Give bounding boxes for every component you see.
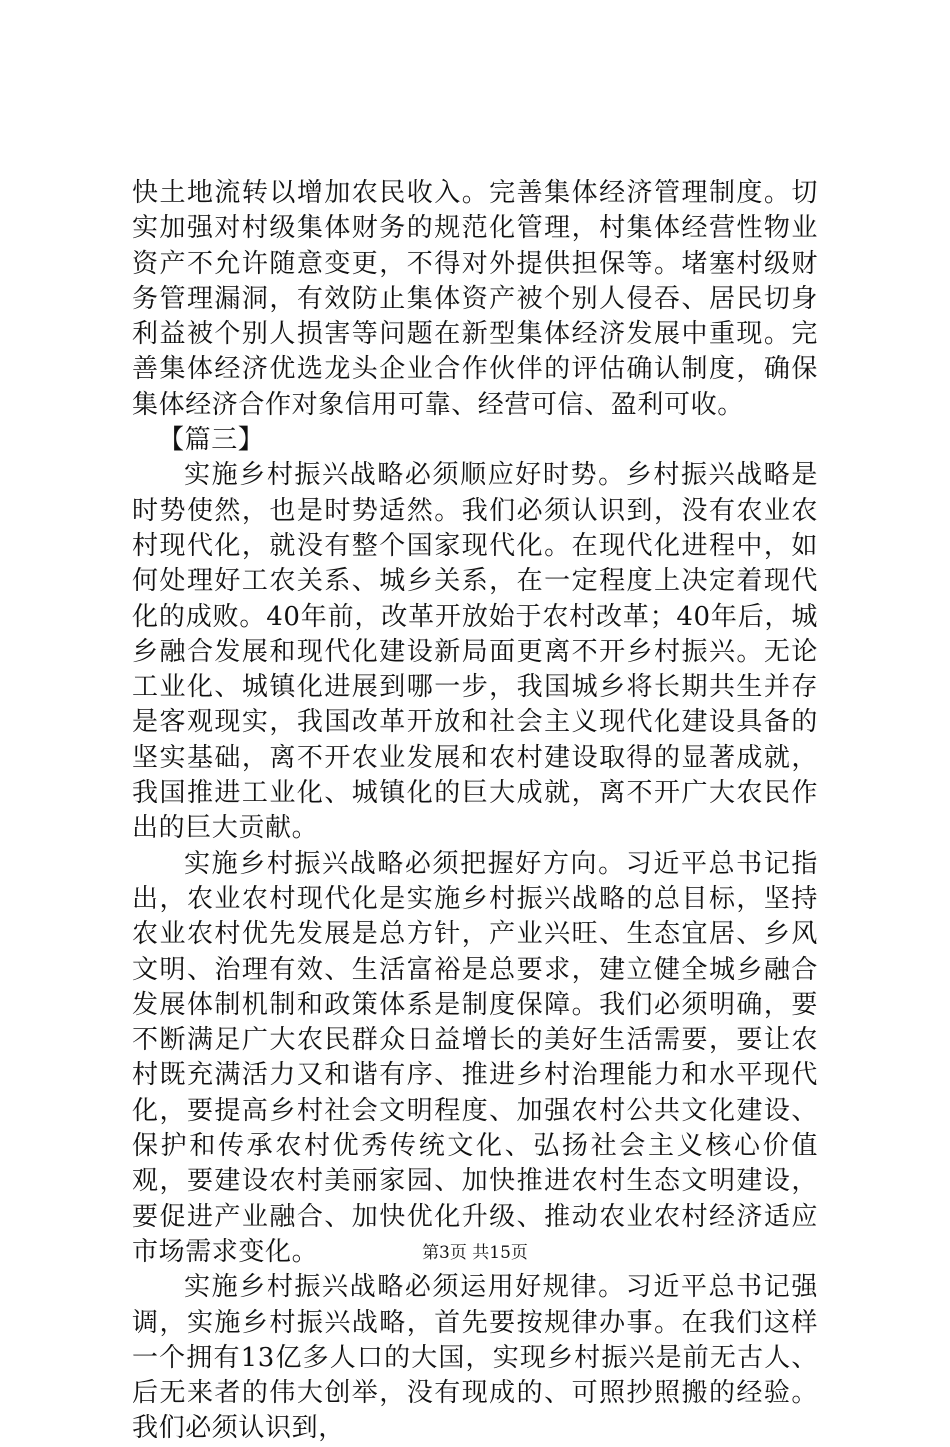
section-heading: 【篇三】 bbox=[158, 425, 265, 456]
paragraph-3: 实施乡村振兴战略必须运用好规律。习近平总书记强调，实施乡村振兴战略，首先要按规律办事。在我们这样一个拥有13亿多人口的大国，实现乡村振兴是前无古人、后无来者的伟大创举，没有现成的、可照抄照搬的经验。我们必须认识到， bbox=[132, 1272, 818, 1444]
paragraph-2: 实施乡村振兴战略必须把握好方向。习近平总书记指出，农业农村现代化是实施乡村振兴战略的总目标，坚持农业农村优先发展是总方针，产业兴旺、生态宜居、乡风文明、治理有效、生活富裕是总要求，建立健全城乡融合发展体制机制和政策体系是制度保障。我们必须明确，要不断满足广大农民群众日益增长的美好生活需要，要让农村既充满活力又和谐有序、推进乡村治理能力和水平现代化，要提高乡村社会文明程度、加强农村公共文化建设、保护和传承农村优秀传统文化、弘扬社会主义核心价值观，要建设农村美丽家园、加快推进农村生态文明建设，要促进产业融合、加快优化升级、推动农业农村经济适应市场需求变化。 bbox=[132, 848, 818, 1267]
paragraph-continued: 快土地流转以增加农民收入。完善集体经济管理制度。切实加强对村级集体财务的规范化管理，村集体经营性物业资产不允许随意变更，不得对外提供担保等。堵塞村级财务管理漏洞，有效防止集体资产被个别人侵吞、居民切身利益被个别人损害等问题在新型集体经济发展中重现。完善集体经济优选龙头企业合作伙伴的评估确认制度，确保集体经济合作对象信用可靠、经营可信、盈利可收。 bbox=[132, 178, 818, 420]
page-footer: 第3页 共15页 bbox=[422, 1243, 528, 1263]
paragraph-1: 实施乡村振兴战略必须顺应好时势。乡村振兴战略是时势使然，也是时势适然。我们必须认识到，没有农业农村现代化，就没有整个国家现代化。在现代化进程中，如何处理好工农关系、城乡关系，在一定程度上决定着现代化的成败。40年前，改革开放始于农村改革；40年后，城乡融合发展和现代化建设新局面更离不开乡村振兴。无论工业化、城镇化进展到哪一步，我国城乡将长期共生并存是客观现实，我国改革开放和社会主义现代化建设具备的坚实基础，离不开农业发展和农村建设取得的显著成就，我国推进工业化、城镇化的巨大成就，离不开广大农民作出的巨大贡献。 bbox=[132, 460, 818, 844]
